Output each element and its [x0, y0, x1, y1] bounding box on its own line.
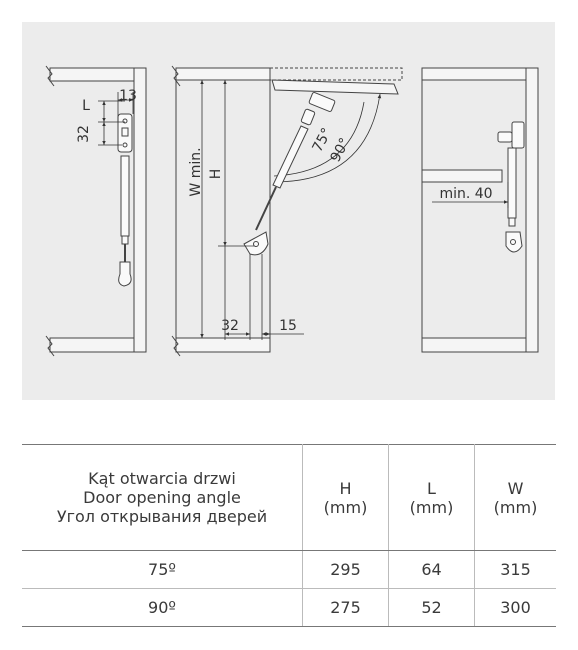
header-W-name: W [507, 478, 524, 498]
dimension-min-40: min. 40 [439, 186, 493, 202]
cell-L: 64 [389, 551, 475, 589]
cell-angle: 75º [22, 551, 303, 589]
cabinet-bracket-lower [244, 232, 268, 255]
shelf-right [422, 170, 502, 182]
cabinet-side-panel-left [134, 68, 146, 352]
header-W-unit: (mm) [493, 497, 538, 517]
specification-table [22, 444, 556, 627]
cabinet-bracket-right [506, 232, 522, 252]
header-H-name: H [339, 478, 352, 498]
door-open-panel [272, 80, 398, 94]
mounting-bracket-right [512, 122, 524, 148]
dimension-32-vertical: 32 [76, 125, 92, 143]
door-panel-right [526, 68, 538, 352]
drawing-svg [22, 22, 555, 400]
technical-drawing [22, 22, 555, 400]
cell-H: 295 [303, 551, 389, 589]
cell-H: 275 [303, 589, 389, 627]
mounting-bracket-left [118, 114, 132, 152]
table-row [22, 589, 556, 627]
door-closed-outline [270, 68, 402, 80]
left-view [46, 66, 146, 356]
cabinet-top-panel [176, 68, 270, 80]
header-angle-english: Door opening angle [83, 488, 241, 507]
cell-W: 315 [475, 551, 557, 589]
door-bracket-left [119, 262, 131, 286]
cabinet-bottom-right [422, 338, 526, 352]
header-H [303, 445, 389, 551]
dimension-L: L [82, 98, 90, 114]
top-shelf-left [50, 68, 134, 81]
header-L [389, 445, 475, 551]
door-bracket-top [309, 92, 336, 112]
cell-angle: 90º [22, 589, 303, 627]
gas-strut-right [508, 148, 516, 218]
header-H-unit: (mm) [323, 497, 368, 517]
gas-strut-cylinder-left [121, 156, 129, 236]
header-L-unit: (mm) [409, 497, 454, 517]
cell-L: 52 [389, 589, 475, 627]
dimension-W-min: W min. [188, 147, 204, 197]
middle-view [172, 66, 402, 356]
cabinet-bottom-panel [176, 338, 270, 352]
bottom-shelf-left [50, 338, 134, 352]
table-header-row [22, 445, 556, 551]
table-row [22, 551, 556, 589]
header-opening-angle [22, 445, 303, 551]
cell-W: 300 [475, 589, 557, 627]
angle-label-90: 90° [327, 135, 354, 165]
dimension-15: 15 [279, 318, 297, 334]
header-angle-polish: Kąt otwarcia drzwi [88, 469, 236, 488]
cabinet-body-right [422, 68, 526, 80]
angle-label-75: 75° [309, 125, 336, 155]
header-angle-russian: Угол открывания дверей [56, 507, 268, 526]
right-view [422, 68, 538, 352]
dimension-32-horizontal: 32 [221, 318, 239, 334]
dimension-H: H [208, 168, 224, 180]
header-W [475, 445, 557, 551]
dimension-13: 13 [119, 88, 137, 104]
gas-strut-middle [273, 126, 308, 188]
header-L-name: L [427, 478, 436, 498]
